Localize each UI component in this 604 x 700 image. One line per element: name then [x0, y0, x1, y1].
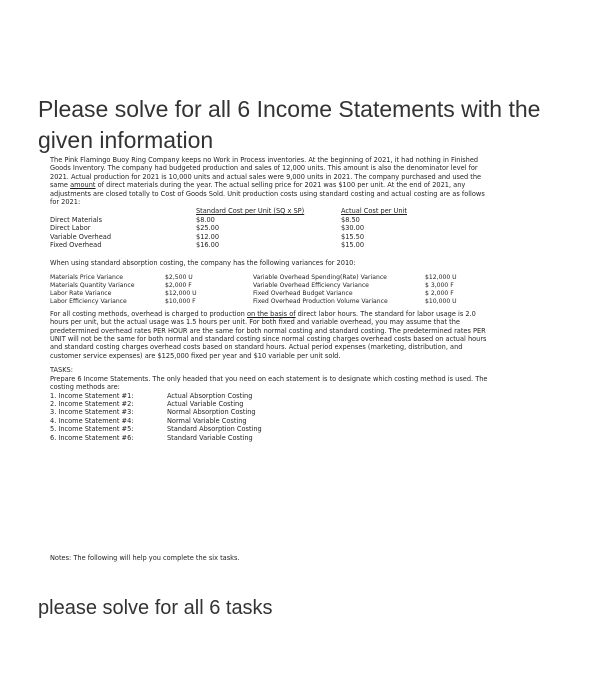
intro-paragraph: [50, 156, 488, 206]
variance-label: Labor Efficiency Variance: [50, 298, 127, 306]
variance-amount: $10,000 U: [425, 298, 457, 306]
task-item: [50, 400, 488, 408]
variance-amount: $ 3,000 F: [425, 282, 454, 290]
task-method: Actual Variable Costing: [167, 399, 244, 408]
variance-amount: $ 2,000 F: [425, 290, 454, 298]
task-method: Normal Absorption Costing: [167, 408, 256, 417]
question-title: Please solve for all 6 Income Statements with the given information: [38, 96, 541, 153]
task-method: Normal Variable Costing: [167, 416, 247, 425]
overhead-underlined-basis: on the basis of: [246, 309, 296, 318]
overhead-text-a: For all costing methods, overhead is charged to production: [50, 309, 247, 318]
task-item: [50, 408, 488, 416]
variance-label: Variable Overhead Efficiency Variance: [253, 282, 369, 290]
variance-label: Materials Price Variance: [50, 273, 123, 281]
variance-label: Fixed Overhead Production Volume Variance: [253, 298, 388, 306]
standard-cost-value: $12.00: [196, 232, 220, 241]
task-method: Standard Variable Costing: [167, 433, 253, 442]
variance-amount: $12,000 U: [165, 290, 197, 298]
variance-table: [50, 274, 488, 310]
task-item: [50, 425, 488, 433]
variance-amount: $2,000 F: [165, 282, 192, 290]
actual-cost-value: $15.00: [341, 241, 365, 250]
actual-cost-value: $8.50: [341, 215, 360, 224]
cost-label: Direct Materials: [50, 215, 103, 224]
variance-row: [50, 282, 488, 290]
task-item: [50, 434, 488, 442]
standard-cost-value: $25.00: [196, 224, 220, 233]
intro-text-b: of direct materials during the year. The actual selling price for 2021 was $100 per unit. At the end of 2021, any adjustments are closed totally to Cost of Goods Sold. Unit production costs using standard costing and actual costing are as follows for 2021:: [50, 181, 485, 207]
variance-label: Variable Overhead Spending(Rate) Variance: [253, 273, 387, 281]
tasks-intro: Prepare 6 Income Statements. The only headed that you need on each statement is to designate which costing method is used. The costing methods are:: [50, 374, 488, 392]
task-item: [50, 392, 488, 400]
cost-row: [50, 241, 488, 249]
task-label: 3. Income Statement #3:: [50, 408, 134, 417]
cost-row: [50, 233, 488, 241]
variance-label: Materials Quantity Variance: [50, 282, 135, 290]
variance-label: Fixed Overhead Budget Variance: [253, 290, 353, 298]
variance-label: Labor Rate Variance: [50, 290, 112, 298]
variance-intro: When using standard absorption costing, the company has the following variances for 2010:: [50, 259, 356, 268]
problem-document: [50, 156, 488, 444]
variance-amount: $10,000 F: [165, 298, 196, 306]
cost-row: [50, 216, 488, 224]
overhead-paragraph: [50, 310, 488, 360]
variance-row: [50, 298, 488, 306]
cost-label: Fixed Overhead: [50, 241, 102, 250]
variance-amount: $12,000 U: [425, 273, 457, 281]
variance-row: [50, 274, 488, 282]
standard-cost-header: Standard Cost per Unit (SQ x SP): [196, 207, 305, 216]
unit-cost-table: [50, 207, 488, 259]
task-method: Actual Absorption Costing: [167, 391, 253, 400]
cost-row: [50, 224, 488, 232]
variance-row: [50, 290, 488, 298]
task-label: 1. Income Statement #1:: [50, 391, 134, 400]
task-method: Standard Absorption Costing: [167, 425, 262, 434]
closing-request: please solve for all 6 tasks: [38, 597, 273, 619]
tasks-list: [50, 392, 488, 444]
actual-cost-value: $15.50: [341, 232, 365, 241]
task-label: 5. Income Statement #5:: [50, 425, 134, 434]
task-item: [50, 417, 488, 425]
task-label: 2. Income Statement #2:: [50, 399, 134, 408]
actual-cost-value: $30.00: [341, 224, 365, 233]
standard-cost-value: $16.00: [196, 241, 220, 250]
standard-cost-value: $8.00: [196, 215, 215, 224]
task-label: 6. Income Statement #6:: [50, 433, 134, 442]
actual-cost-header: Actual Cost per Unit: [341, 207, 407, 216]
tasks-heading: TASKS:: [50, 366, 73, 375]
notes-line: Notes: The following will help you complete the six tasks.: [50, 553, 240, 562]
intro-underlined-amount: amount: [70, 181, 96, 190]
task-label: 4. Income Statement #4:: [50, 416, 134, 425]
cost-label: Direct Labor: [50, 224, 91, 233]
variance-amount: $2,500 U: [165, 273, 193, 281]
intro-text-a: The Pink Flamingo Buoy Ring Company keeps no Work in Process inventories. At the beginning of 2021, it had nothing in Finished Goods Inventory. The company had budgeted production and sales of 12,000 units. This amount is also the denominator level for 2021. Actual production for 2021 is 10,000 units and actual sales were 9,000 units in 2021. The company purchased and used the same: [50, 156, 482, 190]
cost-label: Variable Overhead: [50, 232, 111, 241]
overhead-text-b: direct labor hours. The standard for labor usage is 2.0 hours per unit, but the actual usage was 1.5 hours per unit. For both fixed and variable overhead, you may assume that the predetermined overhead rates PER HOUR are the same for both normal costing and standard costing. The predetermined rates PER UNIT will not be the same for both normal and standard costing since normal costing charges overhead costs based on actual hours and standard costing charges overhead costs based on standard hours. Actual period expenses (marketing, distribution, and customer service expenses) are $125,000 fixed per year and $10 variable per unit sold.: [50, 309, 487, 360]
